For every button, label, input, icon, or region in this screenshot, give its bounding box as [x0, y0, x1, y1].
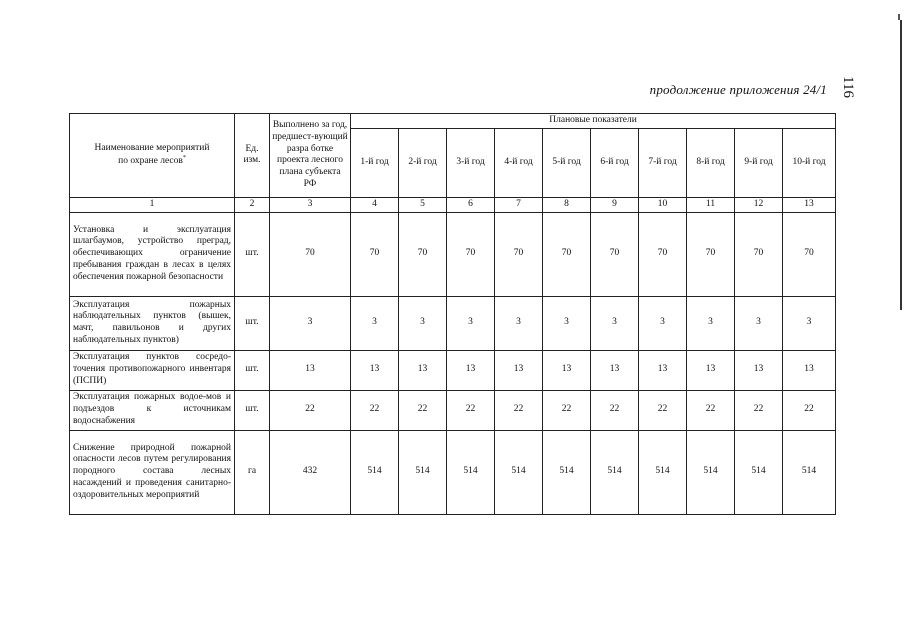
done-cell: 13 [270, 350, 351, 390]
plan-value-cell: 13 [543, 350, 591, 390]
header-unit: Ед. изм. [235, 114, 270, 198]
done-cell: 22 [270, 390, 351, 430]
column-number: 2 [235, 197, 270, 212]
plan-value-cell: 13 [447, 350, 495, 390]
plan-value-cell: 514 [351, 430, 399, 514]
plan-value-cell: 514 [543, 430, 591, 514]
column-number: 13 [783, 197, 836, 212]
plan-value-cell: 22 [399, 390, 447, 430]
plan-value-cell: 22 [495, 390, 543, 430]
done-cell: 432 [270, 430, 351, 514]
column-number: 7 [495, 197, 543, 212]
plan-value-cell: 22 [447, 390, 495, 430]
plan-value-cell: 22 [591, 390, 639, 430]
plan-value-cell: 3 [447, 296, 495, 350]
plan-value-cell: 3 [495, 296, 543, 350]
plan-value-cell: 70 [495, 212, 543, 296]
header-done-previous-year: Выполнено за год, предшест-вующий разра ботке проекта лесного плана субъекта РФ [270, 114, 351, 198]
plan-value-cell: 70 [351, 212, 399, 296]
plan-value-cell: 13 [495, 350, 543, 390]
plan-value-cell: 3 [591, 296, 639, 350]
plan-value-cell: 13 [351, 350, 399, 390]
plan-value-cell: 3 [783, 296, 836, 350]
header-year: 2-й год [399, 128, 447, 197]
header-activity-name-line2: по охране лесов [118, 156, 183, 167]
table-row [70, 390, 836, 430]
header-year: 9-й год [735, 128, 783, 197]
plan-value-cell: 22 [783, 390, 836, 430]
plan-value-cell: 514 [735, 430, 783, 514]
plan-value-cell: 514 [495, 430, 543, 514]
appendix-caption: продолжение приложения 24/1 [649, 82, 827, 97]
column-number: 9 [591, 197, 639, 212]
plan-value-cell: 13 [639, 350, 687, 390]
plan-value-cell: 514 [447, 430, 495, 514]
plan-value-cell: 22 [735, 390, 783, 430]
plan-value-cell: 70 [639, 212, 687, 296]
header-activity-name [70, 114, 235, 198]
plan-value-cell: 514 [591, 430, 639, 514]
unit-cell: га [235, 430, 270, 514]
plan-value-cell: 3 [639, 296, 687, 350]
header-year: 8-й год [687, 128, 735, 197]
plan-value-cell: 70 [447, 212, 495, 296]
header-year: 7-й год [639, 128, 687, 197]
column-number: 5 [399, 197, 447, 212]
footnote-mark: * [182, 154, 186, 161]
plan-value-cell: 3 [735, 296, 783, 350]
unit-cell: шт. [235, 296, 270, 350]
plan-value-cell: 70 [783, 212, 836, 296]
header-year: 5-й год [543, 128, 591, 197]
unit-cell: шт. [235, 212, 270, 296]
scan-edge-line [900, 20, 902, 310]
column-number-row [70, 197, 836, 212]
unit-cell: шт. [235, 350, 270, 390]
table-row [70, 430, 836, 514]
plan-value-cell: 13 [591, 350, 639, 390]
done-cell: 3 [270, 296, 351, 350]
header-year: 4-й год [495, 128, 543, 197]
plan-value-cell: 514 [399, 430, 447, 514]
header-planned-indicators: Плановые показатели [351, 114, 836, 129]
plan-value-cell: 13 [687, 350, 735, 390]
plan-value-cell: 70 [399, 212, 447, 296]
plan-value-cell: 3 [351, 296, 399, 350]
column-number: 4 [351, 197, 399, 212]
plan-value-cell: 514 [639, 430, 687, 514]
column-number: 12 [735, 197, 783, 212]
column-number: 1 [70, 197, 235, 212]
column-number: 3 [270, 197, 351, 212]
plan-value-cell: 22 [687, 390, 735, 430]
plan-value-cell: 22 [543, 390, 591, 430]
header-year: 3-й год [447, 128, 495, 197]
plan-value-cell: 3 [687, 296, 735, 350]
table-row [70, 350, 836, 390]
plan-value-cell: 514 [687, 430, 735, 514]
unit-cell: шт. [235, 390, 270, 430]
plan-value-cell: 22 [351, 390, 399, 430]
plan-value-cell: 3 [399, 296, 447, 350]
plan-value-cell: 22 [639, 390, 687, 430]
page-number: 116 [840, 76, 857, 98]
header-year: 1-й год [351, 128, 399, 197]
header-year: 6-й год [591, 128, 639, 197]
activity-name: Эксплуатация пожарных наблюдательных пунктов (вышек, мачт, павильонов и других наблюдательных пунктов) [70, 296, 235, 350]
activity-name: Эксплуатация пожарных водое-мов и подъездов к источникам водоснабжения [70, 390, 235, 430]
plan-value-cell: 13 [399, 350, 447, 390]
plan-value-cell: 13 [783, 350, 836, 390]
column-number: 11 [687, 197, 735, 212]
column-number: 10 [639, 197, 687, 212]
activity-name: Установка и эксплуатация шлагбаумов, устройство преград, обеспечивающих ограничение пребывания граждан в лесах в целях обеспечения пожарной безопасности [70, 212, 235, 296]
header-year: 10-й год [783, 128, 836, 197]
fire-protection-plan-table [69, 113, 836, 515]
table-row [70, 296, 836, 350]
done-cell: 70 [270, 212, 351, 296]
plan-value-cell: 70 [687, 212, 735, 296]
plan-value-cell: 70 [735, 212, 783, 296]
activity-name: Эксплуатация пунктов сосредо-точения противопожарного инвентаря (ПСПИ) [70, 350, 235, 390]
plan-value-cell: 13 [735, 350, 783, 390]
table-row [70, 212, 836, 296]
header-activity-name-line1: Наименование мероприятий [94, 142, 210, 153]
plan-value-cell: 70 [591, 212, 639, 296]
plan-value-cell: 514 [783, 430, 836, 514]
activity-name: Снижение природной пожарной опасности лесов путем регулирования породного состава лесных насаждений и проведения санитарно- оздоровительных мероприятий [70, 430, 235, 514]
plan-value-cell: 70 [543, 212, 591, 296]
column-number: 8 [543, 197, 591, 212]
column-number: 6 [447, 197, 495, 212]
plan-value-cell: 3 [543, 296, 591, 350]
